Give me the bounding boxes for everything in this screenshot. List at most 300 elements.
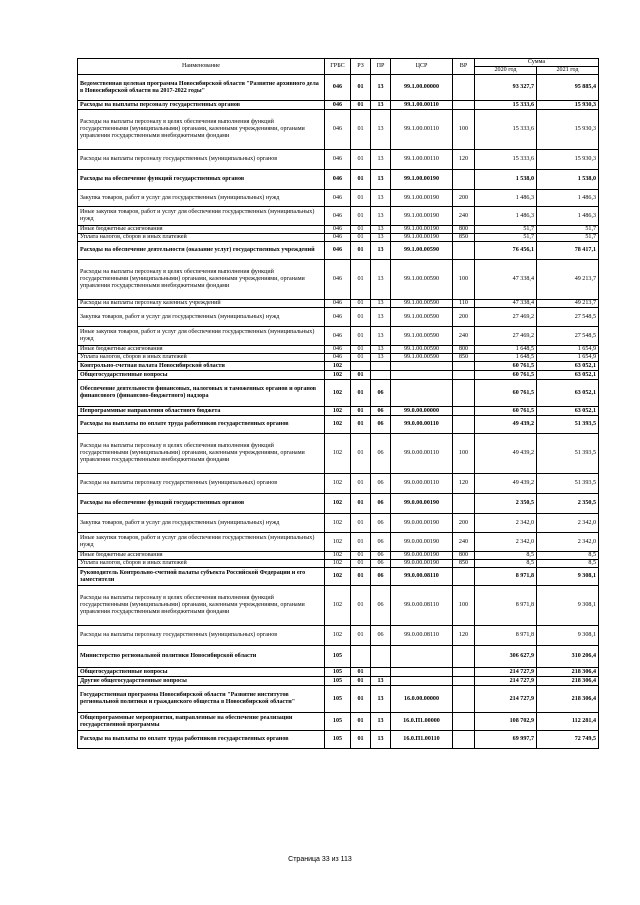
cell-name: Руководитель Контрольно-счетной палаты субъекта Российской Федерации и его заместители [78, 568, 325, 586]
cell-grbs: 046 [325, 354, 351, 362]
cell-2021: 218 306,4 [537, 677, 599, 686]
cell-csr [391, 362, 453, 371]
cell-rz: 01 [351, 560, 371, 568]
cell-name: Уплата налогов, сборов и иных платежей [78, 354, 325, 362]
cell-vr: 120 [453, 626, 475, 646]
cell-pr: 13 [371, 327, 391, 346]
cell-grbs: 046 [325, 170, 351, 190]
cell-vr [453, 75, 475, 101]
table-row [78, 514, 599, 533]
table-row [78, 731, 599, 749]
cell-vr [453, 170, 475, 190]
cell-2021: 1 486,3 [537, 207, 599, 226]
page-number: Страница 33 из 113 [288, 856, 352, 863]
cell-name: Уплата налогов, сборов и иных платежей [78, 234, 325, 242]
cell-grbs: 105 [325, 646, 351, 668]
cell-csr: 99.1.00.00590 [391, 308, 453, 327]
cell-2021: 78 417,1 [537, 242, 599, 260]
cell-vr [453, 407, 475, 416]
table-row [78, 260, 599, 300]
cell-rz: 01 [351, 434, 371, 474]
cell-pr [371, 362, 391, 371]
cell-grbs: 105 [325, 713, 351, 731]
cell-vr: 120 [453, 150, 475, 170]
cell-csr: 99.0.00.00190 [391, 494, 453, 514]
cell-rz: 01 [351, 626, 371, 646]
cell-pr: 13 [371, 260, 391, 300]
cell-2020: 108 702,9 [475, 713, 537, 731]
cell-2020: 214 727,9 [475, 677, 537, 686]
cell-2021: 112 281,4 [537, 713, 599, 731]
table-row [78, 371, 599, 380]
cell-pr: 06 [371, 514, 391, 533]
cell-pr: 13 [371, 234, 391, 242]
cell-vr: 200 [453, 308, 475, 327]
header-pr: ПР [371, 59, 391, 75]
cell-2021: 2 342,0 [537, 533, 599, 552]
cell-2020: 1 648,5 [475, 354, 537, 362]
cell-vr: 100 [453, 434, 475, 474]
cell-pr: 06 [371, 586, 391, 626]
table-row [78, 677, 599, 686]
cell-pr [371, 371, 391, 380]
table-row [78, 190, 599, 207]
cell-vr [453, 731, 475, 749]
cell-csr: 99.1.00.00000 [391, 75, 453, 101]
cell-grbs: 102 [325, 533, 351, 552]
cell-2020: 60 761,5 [475, 371, 537, 380]
cell-csr: 99.0.00.08110 [391, 586, 453, 626]
table-row [78, 110, 599, 150]
cell-2020: 27 469,2 [475, 327, 537, 346]
cell-name: Расходы на выплаты персоналу в целях обеспечения выполнения функций государственными (муниципальными) органами, казенными учреждениями, органами управления государственными внебюджетными фондами [78, 586, 325, 626]
cell-2020: 8,5 [475, 560, 537, 568]
cell-2020: 15 333,6 [475, 101, 537, 110]
cell-rz: 01 [351, 150, 371, 170]
cell-rz: 01 [351, 568, 371, 586]
cell-vr: 850 [453, 234, 475, 242]
header-sum: Сумма [475, 59, 599, 67]
cell-rz: 01 [351, 731, 371, 749]
cell-2021: 2 342,0 [537, 514, 599, 533]
cell-rz: 01 [351, 346, 371, 354]
cell-rz: 01 [351, 371, 371, 380]
cell-2020: 76 456,1 [475, 242, 537, 260]
cell-vr: 120 [453, 474, 475, 494]
table-row [78, 568, 599, 586]
cell-csr: 16.0.00.00000 [391, 686, 453, 713]
cell-grbs: 102 [325, 568, 351, 586]
cell-grbs: 102 [325, 560, 351, 568]
table-row [78, 586, 599, 626]
cell-grbs: 102 [325, 362, 351, 371]
cell-rz: 01 [351, 260, 371, 300]
cell-pr: 13 [371, 110, 391, 150]
header-rz: РЗ [351, 59, 371, 75]
cell-csr: 99.1.00.00110 [391, 150, 453, 170]
cell-rz: 01 [351, 110, 371, 150]
cell-pr: 13 [371, 226, 391, 234]
cell-pr: 06 [371, 434, 391, 474]
cell-vr [453, 380, 475, 407]
cell-grbs: 046 [325, 110, 351, 150]
cell-2020: 49 439,2 [475, 434, 537, 474]
cell-csr: 99.0.00.00190 [391, 552, 453, 560]
cell-grbs: 105 [325, 677, 351, 686]
table-row [78, 686, 599, 713]
cell-pr: 13 [371, 150, 391, 170]
cell-name: Уплата налогов, сборов и иных платежей [78, 560, 325, 568]
cell-name: Иные закупки товаров, работ и услуг для обеспечения государственных (муниципальных) нужд [78, 533, 325, 552]
cell-pr: 13 [371, 686, 391, 713]
cell-name: Непрограммные направления областного бюджета [78, 407, 325, 416]
cell-2021: 51,7 [537, 226, 599, 234]
cell-vr [453, 242, 475, 260]
cell-grbs: 046 [325, 308, 351, 327]
table-row [78, 327, 599, 346]
cell-rz: 01 [351, 552, 371, 560]
cell-2021: 15 930,3 [537, 101, 599, 110]
cell-pr: 13 [371, 346, 391, 354]
cell-csr: 16.0.П1.00000 [391, 713, 453, 731]
cell-pr: 06 [371, 552, 391, 560]
table-body [78, 75, 599, 749]
cell-2020: 51,7 [475, 234, 537, 242]
cell-csr: 99.1.00.00590 [391, 354, 453, 362]
cell-name: Иные бюджетные ассигнования [78, 226, 325, 234]
cell-pr: 13 [371, 101, 391, 110]
cell-name: Расходы на выплаты персоналу в целях обеспечения выполнения функций государственными (муниципальными) органами, казенными учреждениями, органами управления государственными внебюджетными фондами [78, 260, 325, 300]
cell-2020: 15 333,6 [475, 150, 537, 170]
cell-vr [453, 646, 475, 668]
cell-rz: 01 [351, 494, 371, 514]
cell-csr: 99.0.00.00190 [391, 560, 453, 568]
cell-2020: 51,7 [475, 226, 537, 234]
cell-grbs: 102 [325, 416, 351, 434]
cell-vr: 850 [453, 560, 475, 568]
cell-vr [453, 668, 475, 677]
cell-2021: 95 885,4 [537, 75, 599, 101]
table-row [78, 300, 599, 308]
cell-pr: 06 [371, 533, 391, 552]
cell-grbs: 046 [325, 226, 351, 234]
cell-name: Иные закупки товаров, работ и услуг для обеспечения государственных (муниципальных) нужд [78, 327, 325, 346]
cell-vr: 800 [453, 552, 475, 560]
cell-rz: 01 [351, 327, 371, 346]
cell-rz: 01 [351, 226, 371, 234]
cell-name: Иные бюджетные ассигнования [78, 346, 325, 354]
cell-2021: 2 350,5 [537, 494, 599, 514]
cell-rz: 01 [351, 533, 371, 552]
cell-2020: 8 971,8 [475, 586, 537, 626]
header-year-2021: 2021 год [537, 67, 599, 75]
cell-grbs: 105 [325, 731, 351, 749]
cell-name: Закупка товаров, работ и услуг для государственных (муниципальных) нужд [78, 190, 325, 207]
cell-2020: 27 469,2 [475, 308, 537, 327]
cell-2020: 93 327,7 [475, 75, 537, 101]
table-row [78, 668, 599, 677]
cell-pr: 13 [371, 75, 391, 101]
cell-name: Закупка товаров, работ и услуг для государственных (муниципальных) нужд [78, 308, 325, 327]
cell-pr: 13 [371, 354, 391, 362]
cell-csr: 99.1.00.00110 [391, 110, 453, 150]
cell-name: Расходы на выплаты персоналу в целях обеспечения выполнения функций государственными (муниципальными) органами, казенными учреждениями, органами управления государственными внебюджетными фондами [78, 110, 325, 150]
cell-csr: 99.0.00.00000 [391, 407, 453, 416]
cell-2021: 49 213,7 [537, 300, 599, 308]
header-year-2020: 2020 год [475, 67, 537, 75]
cell-grbs: 046 [325, 75, 351, 101]
cell-name: Обеспечение деятельности финансовых, налоговых и таможенных органов и органов финансового (финансово-бюджетного) надзора [78, 380, 325, 407]
cell-name: Расходы на выплаты по оплате труда работников государственных органов [78, 731, 325, 749]
cell-2020: 60 761,5 [475, 362, 537, 371]
header-name: Наименование [78, 59, 325, 75]
cell-name: Другие общегосударственные вопросы [78, 677, 325, 686]
table-row [78, 416, 599, 434]
table-row [78, 170, 599, 190]
cell-2021: 9 308,1 [537, 568, 599, 586]
cell-pr: 06 [371, 416, 391, 434]
cell-csr: 16.0.П1.00110 [391, 731, 453, 749]
table-row [78, 552, 599, 560]
cell-2020: 47 338,4 [475, 300, 537, 308]
table-row [78, 308, 599, 327]
cell-vr [453, 686, 475, 713]
cell-rz: 01 [351, 407, 371, 416]
cell-pr: 13 [371, 170, 391, 190]
cell-csr: 99.0.00.00110 [391, 434, 453, 474]
cell-2020: 1 486,3 [475, 207, 537, 226]
cell-grbs: 046 [325, 242, 351, 260]
header-grbs: ГРБС [325, 59, 351, 75]
cell-csr: 99.1.00.00590 [391, 346, 453, 354]
table-row [78, 474, 599, 494]
cell-vr [453, 371, 475, 380]
cell-name: Общепрограммные мероприятия, направленные на обеспечение реализации государственной программы [78, 713, 325, 731]
cell-grbs: 046 [325, 260, 351, 300]
cell-pr: 13 [371, 300, 391, 308]
cell-grbs: 105 [325, 668, 351, 677]
cell-vr: 100 [453, 260, 475, 300]
table-row [78, 226, 599, 234]
cell-csr [391, 371, 453, 380]
budget-table [77, 58, 599, 749]
cell-2021: 27 548,5 [537, 308, 599, 327]
cell-vr: 200 [453, 514, 475, 533]
cell-name: Общегосударственные вопросы [78, 371, 325, 380]
cell-grbs: 102 [325, 626, 351, 646]
cell-pr: 13 [371, 207, 391, 226]
cell-vr [453, 101, 475, 110]
table-row [78, 75, 599, 101]
cell-pr [371, 646, 391, 668]
cell-vr [453, 362, 475, 371]
cell-vr: 100 [453, 110, 475, 150]
cell-rz [351, 362, 371, 371]
cell-2020: 1 486,3 [475, 190, 537, 207]
cell-name: Иные бюджетные ассигнования [78, 552, 325, 560]
cell-vr: 240 [453, 207, 475, 226]
cell-vr: 240 [453, 327, 475, 346]
cell-2020: 2 342,0 [475, 514, 537, 533]
cell-csr: 99.0.00.00110 [391, 474, 453, 494]
cell-name: Ведомственная целевая программа Новосибирской области "Развитие архивного дела в Новосибирской области на 2017-2022 годы" [78, 75, 325, 101]
cell-rz: 01 [351, 300, 371, 308]
cell-csr [391, 677, 453, 686]
cell-grbs: 102 [325, 434, 351, 474]
cell-name: Закупка товаров, работ и услуг для государственных (муниципальных) нужд [78, 514, 325, 533]
cell-csr: 99.0.00.00110 [391, 416, 453, 434]
table-row [78, 362, 599, 371]
cell-vr [453, 568, 475, 586]
cell-vr [453, 677, 475, 686]
cell-vr: 800 [453, 346, 475, 354]
cell-name: Контрольно-счетная палата Новосибирской области [78, 362, 325, 371]
cell-vr [453, 713, 475, 731]
cell-rz: 01 [351, 416, 371, 434]
cell-rz: 01 [351, 207, 371, 226]
cell-name: Расходы на выплаты персоналу государственных (муниципальных) органов [78, 626, 325, 646]
cell-rz: 01 [351, 308, 371, 327]
cell-grbs: 102 [325, 494, 351, 514]
cell-vr: 850 [453, 354, 475, 362]
cell-2021: 8,5 [537, 560, 599, 568]
header-csr: ЦСР [391, 59, 453, 75]
cell-2020: 2 342,0 [475, 533, 537, 552]
cell-2020: 60 761,5 [475, 380, 537, 407]
cell-csr: 99.1.00.00190 [391, 207, 453, 226]
cell-2020: 47 338,4 [475, 260, 537, 300]
cell-2020: 15 333,6 [475, 110, 537, 150]
cell-2021: 49 213,7 [537, 260, 599, 300]
table-row [78, 354, 599, 362]
cell-2021: 15 930,3 [537, 150, 599, 170]
cell-csr: 99.0.00.08110 [391, 626, 453, 646]
cell-name: Иные закупки товаров, работ и услуг для обеспечения государственных (муниципальных) нужд [78, 207, 325, 226]
cell-pr: 13 [371, 308, 391, 327]
cell-name: Расходы на выплаты персоналу государственных (муниципальных) органов [78, 150, 325, 170]
cell-rz: 01 [351, 514, 371, 533]
cell-pr: 06 [371, 568, 391, 586]
cell-rz: 01 [351, 242, 371, 260]
cell-2020: 306 627,9 [475, 646, 537, 668]
cell-rz: 01 [351, 668, 371, 677]
cell-2021: 63 052,1 [537, 362, 599, 371]
cell-grbs: 046 [325, 327, 351, 346]
table-row [78, 234, 599, 242]
cell-vr [453, 416, 475, 434]
cell-pr: 06 [371, 474, 391, 494]
cell-csr: 99.1.00.00190 [391, 170, 453, 190]
cell-csr: 99.1.00.00110 [391, 101, 453, 110]
table-row [78, 150, 599, 170]
cell-name: Расходы на выплаты персоналу в целях обеспечения выполнения функций государственными (муниципальными) органами, казенными учреждениями, органами управления государственными внебюджетными фондами [78, 434, 325, 474]
cell-grbs: 046 [325, 234, 351, 242]
cell-name: Общегосударственные вопросы [78, 668, 325, 677]
cell-2020: 214 727,9 [475, 686, 537, 713]
cell-pr [371, 668, 391, 677]
table-row [78, 560, 599, 568]
table-row [78, 242, 599, 260]
cell-pr: 06 [371, 380, 391, 407]
cell-name: Расходы на обеспечение деятельности (оказание услуг) государственных учреждений [78, 242, 325, 260]
cell-pr: 13 [371, 713, 391, 731]
cell-2020: 1 538,0 [475, 170, 537, 190]
table-row [78, 713, 599, 731]
cell-csr: 99.1.00.00590 [391, 300, 453, 308]
cell-csr: 99.1.00.00590 [391, 242, 453, 260]
cell-2020: 8 971,8 [475, 568, 537, 586]
cell-grbs: 105 [325, 686, 351, 713]
cell-2021: 27 548,5 [537, 327, 599, 346]
cell-2021: 310 206,4 [537, 646, 599, 668]
cell-csr: 99.1.00.00190 [391, 234, 453, 242]
table-row [78, 207, 599, 226]
cell-2021: 72 749,5 [537, 731, 599, 749]
cell-csr: 99.0.00.00190 [391, 533, 453, 552]
cell-rz: 01 [351, 586, 371, 626]
cell-csr: 99.0.00.00190 [391, 514, 453, 533]
cell-2021: 63 052,1 [537, 407, 599, 416]
cell-vr: 800 [453, 226, 475, 234]
cell-2020: 8,5 [475, 552, 537, 560]
cell-csr [391, 380, 453, 407]
cell-rz: 01 [351, 686, 371, 713]
cell-grbs: 102 [325, 371, 351, 380]
cell-2020: 8 971,8 [475, 626, 537, 646]
cell-2021: 218 306,4 [537, 686, 599, 713]
cell-2021: 63 052,1 [537, 371, 599, 380]
cell-2020: 60 761,5 [475, 407, 537, 416]
cell-2020: 214 727,9 [475, 668, 537, 677]
table-row [78, 380, 599, 407]
cell-grbs: 046 [325, 190, 351, 207]
cell-grbs: 102 [325, 514, 351, 533]
cell-rz: 01 [351, 354, 371, 362]
cell-grbs: 102 [325, 552, 351, 560]
cell-grbs: 102 [325, 586, 351, 626]
cell-2021: 51 393,5 [537, 416, 599, 434]
cell-2021: 1 538,0 [537, 170, 599, 190]
cell-name: Расходы на обеспечение функций государственных органов [78, 170, 325, 190]
table-row [78, 101, 599, 110]
cell-2021: 218 306,4 [537, 668, 599, 677]
cell-name: Расходы на выплаты персоналу государственных органов [78, 101, 325, 110]
cell-csr: 99.1.00.00590 [391, 260, 453, 300]
table-row [78, 407, 599, 416]
cell-2021: 1 654,9 [537, 346, 599, 354]
cell-rz: 01 [351, 190, 371, 207]
header-vr: ВР [453, 59, 475, 75]
cell-rz: 01 [351, 380, 371, 407]
cell-name: Министерство региональной политики Новосибирской области [78, 646, 325, 668]
cell-vr: 110 [453, 300, 475, 308]
cell-grbs: 046 [325, 150, 351, 170]
cell-vr [453, 494, 475, 514]
cell-csr [391, 646, 453, 668]
cell-name: Расходы на выплаты персоналу казенных учреждений [78, 300, 325, 308]
cell-2021: 9 308,1 [537, 626, 599, 646]
cell-pr: 13 [371, 190, 391, 207]
cell-name: Расходы на обеспечение функций государственных органов [78, 494, 325, 514]
cell-name: Расходы на выплаты персоналу государственных (муниципальных) органов [78, 474, 325, 494]
cell-pr: 13 [371, 677, 391, 686]
cell-vr: 200 [453, 190, 475, 207]
cell-pr: 06 [371, 560, 391, 568]
table-row [78, 626, 599, 646]
cell-grbs: 102 [325, 474, 351, 494]
cell-csr: 99.1.00.00190 [391, 226, 453, 234]
cell-pr: 13 [371, 731, 391, 749]
